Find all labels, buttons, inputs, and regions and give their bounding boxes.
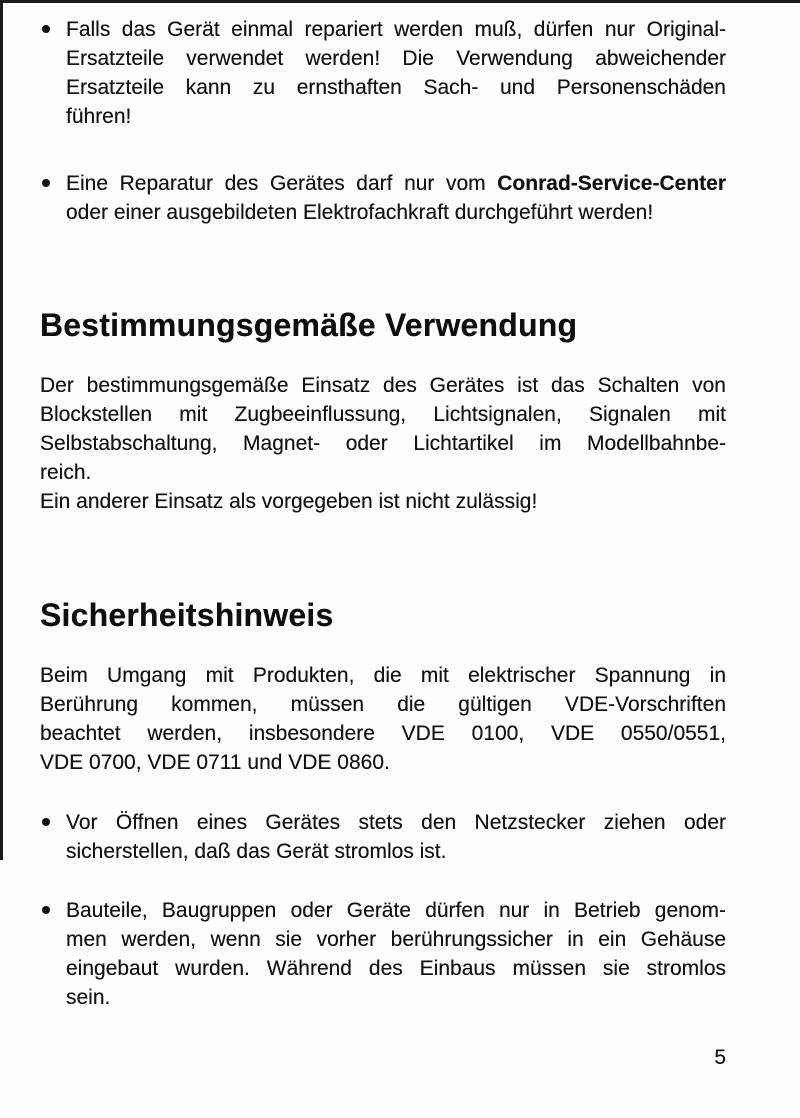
text-line	[66, 954, 726, 983]
bullet-item	[40, 15, 726, 131]
text-line	[66, 983, 726, 1012]
bullet-marker	[42, 818, 50, 826]
text-line	[40, 487, 726, 516]
text-span: Selbstabschaltung, Magnet- oder Lichtartikel im Modellbahnbe-	[40, 432, 726, 455]
bullet-text	[66, 808, 726, 866]
page-number: 5	[714, 1046, 726, 1069]
text-span: Berührung kommen, müssen die gültigen VDE-Vorschriften	[40, 693, 726, 716]
text-span: Bauteile, Baugruppen oder Geräte dürfen nur in Betrieb genom-	[66, 899, 726, 922]
text-span: oder einer ausgebildeten Elektrofachkraft durchgeführt werden!	[66, 201, 654, 224]
safety-bullet-list-bottom	[40, 808, 726, 1012]
text-span: Beim Umgang mit Produkten, die mit elektrischer Spannung in	[40, 664, 726, 687]
text-span: eingebaut wurden. Während des Einbaus müssen sie stromlos	[66, 957, 726, 980]
bullet-item	[40, 896, 726, 1012]
text-line	[40, 371, 726, 400]
paragraph-sicherheitshinweis	[40, 661, 726, 777]
bullet-marker	[42, 179, 50, 187]
text-span: sein.	[66, 986, 111, 1009]
text-line	[66, 925, 726, 954]
text-line	[66, 44, 726, 73]
text-line	[40, 458, 726, 487]
bullet-marker	[42, 906, 50, 914]
text-span: beachtet werden, insbesondere VDE 0100, VDE 0550/0551,	[40, 722, 726, 745]
text-span: men werden, wenn sie vorher berührungssicher in ein Gehäuse	[66, 928, 726, 951]
text-span: reich.	[40, 461, 92, 484]
section-heading-sicherheitshinweis: Sicherheitshinweis	[40, 597, 334, 633]
safety-bullet-list-top	[40, 15, 726, 227]
text-span: Blockstellen mit Zugbeeinflussung, Lichtsignalen, Signalen mit	[40, 403, 726, 426]
text-line	[66, 169, 726, 198]
text-line	[40, 748, 726, 777]
text-line	[40, 690, 726, 719]
section-heading-bestimmungsgemaesse-verwendung: Bestimmungsgemäße Verwendung	[40, 307, 578, 343]
text-line	[40, 400, 726, 429]
text-span: führen!	[66, 105, 132, 128]
text-line	[66, 808, 726, 837]
bullet-item	[40, 169, 726, 227]
text-line	[66, 198, 726, 227]
text-span: Falls das Gerät einmal repariert werden muß, dürfen nur Original-	[66, 18, 726, 41]
text-line	[66, 73, 726, 102]
text-line	[66, 837, 726, 866]
text-span: Vor Öffnen eines Gerätes stets den Netzstecker ziehen oder	[66, 811, 726, 834]
text-span: VDE 0700, VDE 0711 und VDE 0860.	[40, 751, 390, 774]
text-line	[66, 102, 726, 131]
bold-text: Conrad-Service-Center	[497, 172, 726, 195]
bullet-text	[66, 15, 726, 131]
text-line	[40, 661, 726, 690]
text-line	[40, 429, 726, 458]
text-line	[66, 15, 726, 44]
text-line	[66, 896, 726, 925]
text-line	[40, 719, 726, 748]
bullet-text	[66, 896, 726, 1012]
text-span: Der bestimmungsgemäße Einsatz des Gerätes ist das Schalten von	[40, 374, 726, 397]
bullet-marker	[42, 25, 50, 33]
text-span: sicherstellen, daß das Gerät stromlos ist.	[66, 840, 447, 863]
text-span: Eine Reparatur des Gerätes darf nur vom	[66, 172, 498, 195]
text-span: Ersatzteile verwendet werden! Die Verwendung abweichender	[66, 47, 726, 70]
text-span: Ein anderer Einsatz als vorgegeben ist nicht zulässig!	[40, 490, 538, 513]
paragraph-bestimmungsgemaesse-verwendung	[40, 371, 726, 516]
scan-edge-top	[0, 0, 800, 3]
scan-edge-left	[0, 0, 3, 860]
bullet-text	[66, 169, 726, 227]
text-span: Ersatzteile kann zu ernsthaften Sach- und Personenschäden	[66, 76, 726, 99]
bullet-item	[40, 808, 726, 866]
